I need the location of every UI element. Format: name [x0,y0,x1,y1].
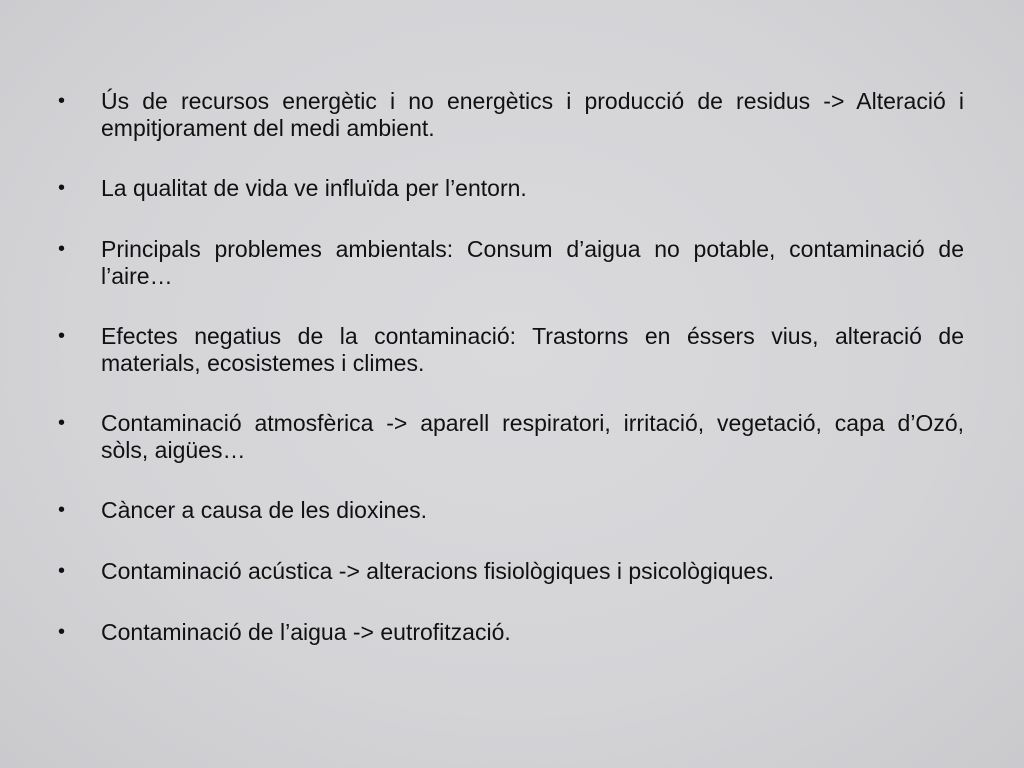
bullet-icon: • [58,90,66,112]
bullet-icon: • [58,560,66,582]
list-item-text: Efectes negatius de la contaminació: Trastorns en éssers vius, alteració de materials, ecosistemes i climes. [101,323,964,376]
bullet-icon: • [58,325,66,347]
bullet-icon: • [58,499,66,521]
list-item [58,619,964,646]
list-item [58,323,964,377]
list-item [58,175,964,202]
list-item-text: Contaminació acústica -> alteracions fisiològiques i psicològiques. [101,558,775,584]
list-item-text: Contaminació atmosfèrica -> aparell respiratori, irritació, vegetació, capa d’Ozó, sòls, aigües… [101,410,964,463]
bullet-icon: • [58,238,66,260]
list-item-text: Càncer a causa de les dioxines. [101,497,428,523]
list-item [58,558,964,585]
list-item [58,236,964,290]
list-item-text: La qualitat de vida ve influïda per l’entorn. [101,175,527,201]
list-item-text: Principals problemes ambientals: Consum d’aigua no potable, contaminació de l’aire… [101,236,964,289]
list-item [58,497,964,524]
list-item [58,88,964,142]
bullet-icon: • [58,177,66,199]
bullet-icon: • [58,412,66,434]
list-item-text: Ús de recursos energètic i no energètics i producció de residus -> Alteració i empitjorament del medi ambient. [101,88,964,141]
list-item-text: Contaminació de l’aigua -> eutrofització. [101,619,511,645]
list-item [58,410,964,464]
bullet-icon: • [58,621,66,643]
bullet-list [58,88,964,680]
